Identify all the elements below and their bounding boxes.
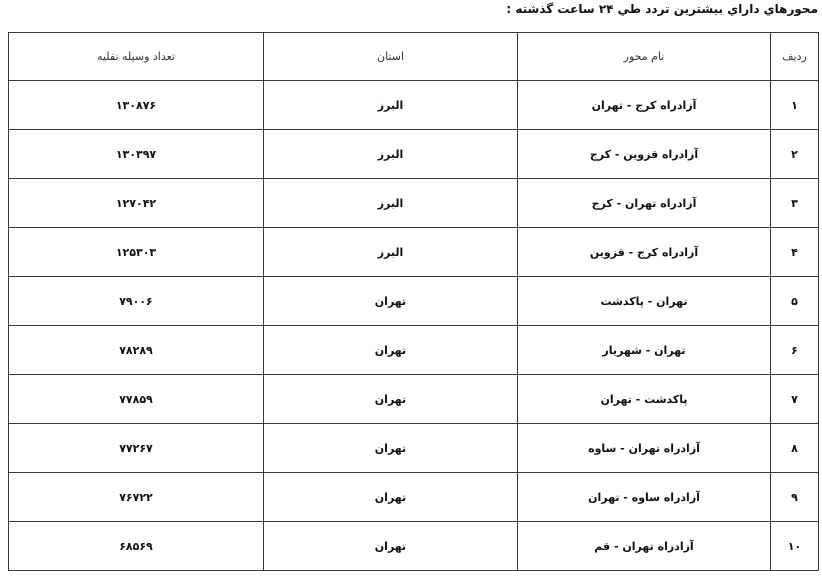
header-province: استان [264,33,518,81]
rank-cell: ۱ [771,81,819,130]
province-cell: البرز [264,130,518,179]
table-row [9,473,819,522]
province-cell: تهران [264,277,518,326]
province-cell: تهران [264,375,518,424]
table-row [9,130,819,179]
header-rank: رديف [771,33,819,81]
rank-cell: ۳ [771,179,819,228]
vehicle-count-cell: ۷۸۲۸۹ [9,326,264,375]
road-name-cell: تهران - پاکدشت [518,277,771,326]
traffic-table [8,32,819,571]
page-caption: محورهاي داراي بيشترين تردد طي ۲۴ ساعت گذشته : [506,2,818,16]
province-cell: البرز [264,81,518,130]
table-row [9,179,819,228]
road-name-cell: آزادراه قزوین - کرج [518,130,771,179]
table-row [9,522,819,571]
table-row [9,326,819,375]
rank-cell: ۱۰ [771,522,819,571]
road-name-cell: پاکدشت - تهران [518,375,771,424]
province-cell: تهران [264,473,518,522]
vehicle-count-cell: ۶۸۵۶۹ [9,522,264,571]
vehicle-count-cell: ۷۹۰۰۶ [9,277,264,326]
vehicle-count-cell: ۷۷۸۵۹ [9,375,264,424]
province-cell: تهران [264,522,518,571]
road-name-cell: آزادراه تهران - کرج [518,179,771,228]
rank-cell: ۸ [771,424,819,473]
road-name-cell: آزادراه تهران - ساوه [518,424,771,473]
vehicle-count-cell: ۱۳۰۸۷۶ [9,81,264,130]
vehicle-count-cell: ۱۲۷۰۴۲ [9,179,264,228]
vehicle-count-cell: ۱۳۰۳۹۷ [9,130,264,179]
vehicle-count-cell: ۷۶۷۲۲ [9,473,264,522]
rank-cell: ۲ [771,130,819,179]
header-vehicle-count: تعداد وسیله نقلیه [9,33,264,81]
province-cell: البرز [264,228,518,277]
rank-cell: ۹ [771,473,819,522]
rank-cell: ۶ [771,326,819,375]
table-row [9,375,819,424]
road-name-cell: آزادراه کرج - قزوین [518,228,771,277]
rank-cell: ۵ [771,277,819,326]
table-row [9,277,819,326]
road-name-cell: آزادراه کرج - تهران [518,81,771,130]
vehicle-count-cell: ۱۲۵۳۰۳ [9,228,264,277]
table-row [9,81,819,130]
province-cell: البرز [264,179,518,228]
rank-cell: ۷ [771,375,819,424]
header-road-name: نام محور [518,33,771,81]
road-name-cell: آزادراه تهران - قم [518,522,771,571]
rank-cell: ۴ [771,228,819,277]
table-row [9,228,819,277]
road-name-cell: آزادراه ساوه - تهران [518,473,771,522]
vehicle-count-cell: ۷۷۲۶۷ [9,424,264,473]
table-header-row [9,33,819,81]
province-cell: تهران [264,326,518,375]
province-cell: تهران [264,424,518,473]
road-name-cell: تهران - شهریار [518,326,771,375]
table-row [9,424,819,473]
